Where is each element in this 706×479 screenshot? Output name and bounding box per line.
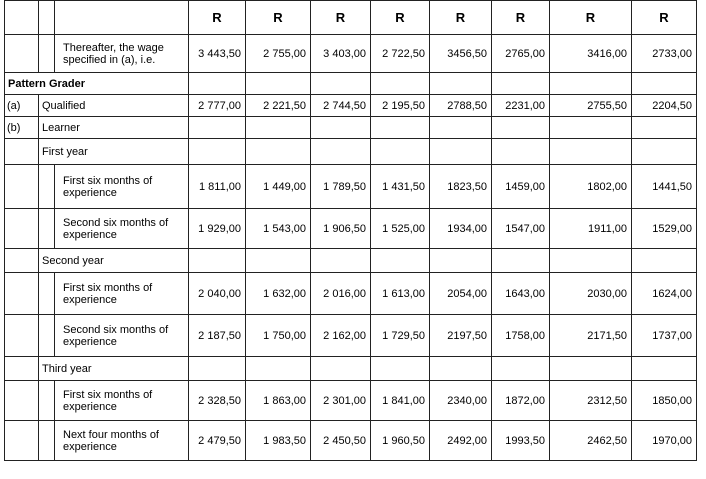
value-cell: 1 750,00 [246, 315, 311, 357]
value-cell: 1529,00 [632, 209, 697, 249]
row-label: Learner [39, 117, 189, 139]
value-cell: 2030,00 [550, 273, 632, 315]
value-cell: 1737,00 [632, 315, 697, 357]
currency-header: R [311, 1, 371, 35]
value-cell: 1459,00 [492, 165, 550, 209]
value-cell: 1441,50 [632, 165, 697, 209]
blank-cell [39, 1, 55, 35]
value-cell: 2733,00 [632, 35, 697, 73]
table-row [5, 95, 697, 117]
table-row [5, 35, 697, 73]
value-cell: 1 906,50 [311, 209, 371, 249]
value-cell: 1993,50 [492, 421, 550, 461]
currency-header-row [5, 1, 697, 35]
value-cell: 3416,00 [550, 35, 632, 73]
value-cell: 1 449,00 [246, 165, 311, 209]
value-cell: 2 162,00 [311, 315, 371, 357]
value-cell: 1911,00 [550, 209, 632, 249]
year-label: First year [39, 139, 189, 165]
value-cell: 2 221,50 [246, 95, 311, 117]
value-cell: 1823,50 [430, 165, 492, 209]
value-cell: 3 403,00 [311, 35, 371, 73]
value-cell: 2755,50 [550, 95, 632, 117]
value-cell: 2231,00 [492, 95, 550, 117]
value-cell: 2 744,50 [311, 95, 371, 117]
row-label: Thereafter, the wage specified in (a), i.e. [55, 35, 189, 73]
value-cell: 2788,50 [430, 95, 492, 117]
blank-cell [39, 35, 55, 73]
year-row [5, 139, 697, 165]
year-row [5, 249, 697, 273]
currency-header: R [246, 1, 311, 35]
value-cell: 1970,00 [632, 421, 697, 461]
value-cell: 1 841,00 [371, 381, 430, 421]
blank-cell [5, 35, 39, 73]
value-cell: 1 613,00 [371, 273, 430, 315]
value-cell: 2171,50 [550, 315, 632, 357]
value-cell: 2 195,50 [371, 95, 430, 117]
row-label: Second six months of experience [55, 209, 189, 249]
row-label: First six months of experience [55, 273, 189, 315]
currency-header: R [430, 1, 492, 35]
table-row [5, 117, 697, 139]
value-cell: 2312,50 [550, 381, 632, 421]
table-row [5, 209, 697, 249]
value-cell: 1758,00 [492, 315, 550, 357]
value-cell: 2 187,50 [189, 315, 246, 357]
table-row [5, 381, 697, 421]
table-row [5, 165, 697, 209]
blank-cell [5, 1, 39, 35]
blank-cell [5, 249, 39, 273]
table-row [5, 273, 697, 315]
value-cell: 1850,00 [632, 381, 697, 421]
currency-header: R [371, 1, 430, 35]
value-cell: 1 729,50 [371, 315, 430, 357]
value-cell: 2462,50 [550, 421, 632, 461]
value-cell: 2197,50 [430, 315, 492, 357]
value-cell: 1624,00 [632, 273, 697, 315]
value-cell: 2 722,50 [371, 35, 430, 73]
value-cell: 1 863,00 [246, 381, 311, 421]
row-label: Qualified [39, 95, 189, 117]
currency-header: R [632, 1, 697, 35]
year-label: Third year [39, 357, 189, 381]
value-cell: 2054,00 [430, 273, 492, 315]
value-cell: 2 328,50 [189, 381, 246, 421]
value-cell: 2765,00 [492, 35, 550, 73]
row-marker: (a) [5, 95, 39, 117]
blank-cell [5, 139, 39, 165]
value-cell: 3 443,50 [189, 35, 246, 73]
blank-cell [5, 357, 39, 381]
value-cell: 1 632,00 [246, 273, 311, 315]
value-cell: 2340,00 [430, 381, 492, 421]
currency-header: R [189, 1, 246, 35]
section-row [5, 73, 697, 95]
value-cell: 1 983,50 [246, 421, 311, 461]
row-label: Second six months of experience [55, 315, 189, 357]
row-label: Next four months of experience [55, 421, 189, 461]
value-cell: 1934,00 [430, 209, 492, 249]
blank-cell [55, 1, 189, 35]
value-cell: 2492,00 [430, 421, 492, 461]
value-cell: 2 777,00 [189, 95, 246, 117]
currency-header: R [492, 1, 550, 35]
value-cell: 2 016,00 [311, 273, 371, 315]
year-label: Second year [39, 249, 189, 273]
table-row [5, 421, 697, 461]
value-cell: 1 960,50 [371, 421, 430, 461]
value-cell: 2 450,50 [311, 421, 371, 461]
value-cell: 1 929,00 [189, 209, 246, 249]
row-marker: (b) [5, 117, 39, 139]
value-cell: 1 789,50 [311, 165, 371, 209]
section-title: Pattern Grader [5, 73, 189, 95]
value-cell: 1872,00 [492, 381, 550, 421]
value-cell: 2 479,50 [189, 421, 246, 461]
value-cell: 2 301,00 [311, 381, 371, 421]
table-row [5, 315, 697, 357]
value-cell: 2 040,00 [189, 273, 246, 315]
row-label: First six months of experience [55, 165, 189, 209]
row-label: First six months of experience [55, 381, 189, 421]
currency-header: R [550, 1, 632, 35]
value-cell: 1 431,50 [371, 165, 430, 209]
value-cell: 1802,00 [550, 165, 632, 209]
wage-table [4, 0, 697, 461]
value-cell: 1 811,00 [189, 165, 246, 209]
value-cell: 2 755,00 [246, 35, 311, 73]
value-cell: 1 525,00 [371, 209, 430, 249]
value-cell: 1643,00 [492, 273, 550, 315]
year-row [5, 357, 697, 381]
value-cell: 2204,50 [632, 95, 697, 117]
value-cell: 3456,50 [430, 35, 492, 73]
value-cell: 1 543,00 [246, 209, 311, 249]
value-cell: 1547,00 [492, 209, 550, 249]
